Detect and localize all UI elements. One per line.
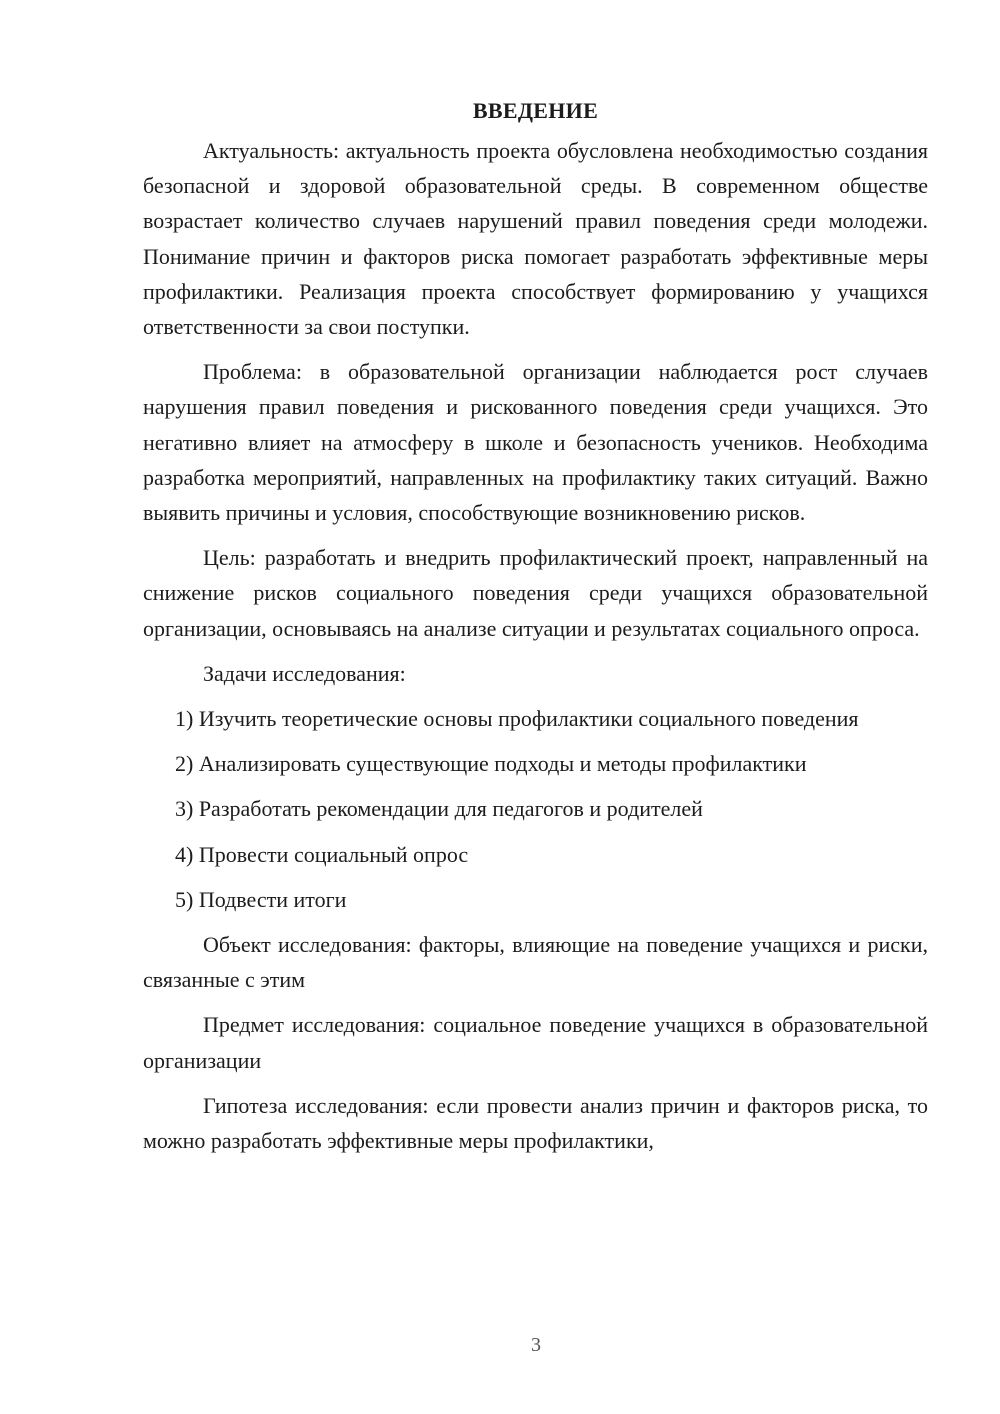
task-item: 5) Подвести итоги xyxy=(175,886,347,912)
task-item: 2) Анализировать существующие подходы и методы профилактики xyxy=(175,751,807,777)
goal-paragraph: Цель: разработать и внедрить профилактический проект, направленный на снижение рисков социального поведения среди учащихся образовательной организации, основываясь на анализе ситуации и результатах социального опроса. xyxy=(143,545,928,641)
tasks-heading: Задачи исследования: xyxy=(203,660,406,686)
task-item: 3) Разработать рекомендации для педагогов и родителей xyxy=(175,796,703,822)
subject-paragraph: Предмет исследования: социальное поведение учащихся в образовательной организации xyxy=(143,1012,928,1073)
section-title: ВВЕДЕНИЕ xyxy=(472,98,599,123)
problem-paragraph: Проблема: в образовательной организации наблюдается рост случаев нарушения правил поведения и рискованного поведения среди учащихся. Это негативно влияет на атмосферу в школе и безопасность учеников. Необходима разработка мероприятий, направленных на профилактику таких ситуаций. Важно выявить причины и условия, способствующие возникновению рисков. xyxy=(143,359,928,526)
hypothesis-paragraph: Гипотеза исследования: если провести анализ причин и факторов риска, то можно разработать эффективные меры профилактики, xyxy=(143,1092,928,1154)
relevance-paragraph: Актуальность: актуальность проекта обусловлена необходимостью создания безопасной и здоровой образовательной среды. В современном обществе возрастает количество случаев нарушений правил поведения среди молодежи. Понимание причин и факторов риска помогает разработать эффективные меры профилактики. Реализация проекта способствует формированию у учащихся ответственности за свои поступки. xyxy=(143,138,928,340)
page-number: 3 xyxy=(531,1334,541,1356)
document-page xyxy=(143,95,928,1168)
object-paragraph: Объект исследования: факторы, влияющие на поведение учащихся и риски, связанные с этим xyxy=(143,932,928,993)
task-item: 4) Провести социальный опрос xyxy=(175,841,469,867)
task-item: 1) Изучить теоретические основы профилактики социального поведения xyxy=(175,706,859,732)
